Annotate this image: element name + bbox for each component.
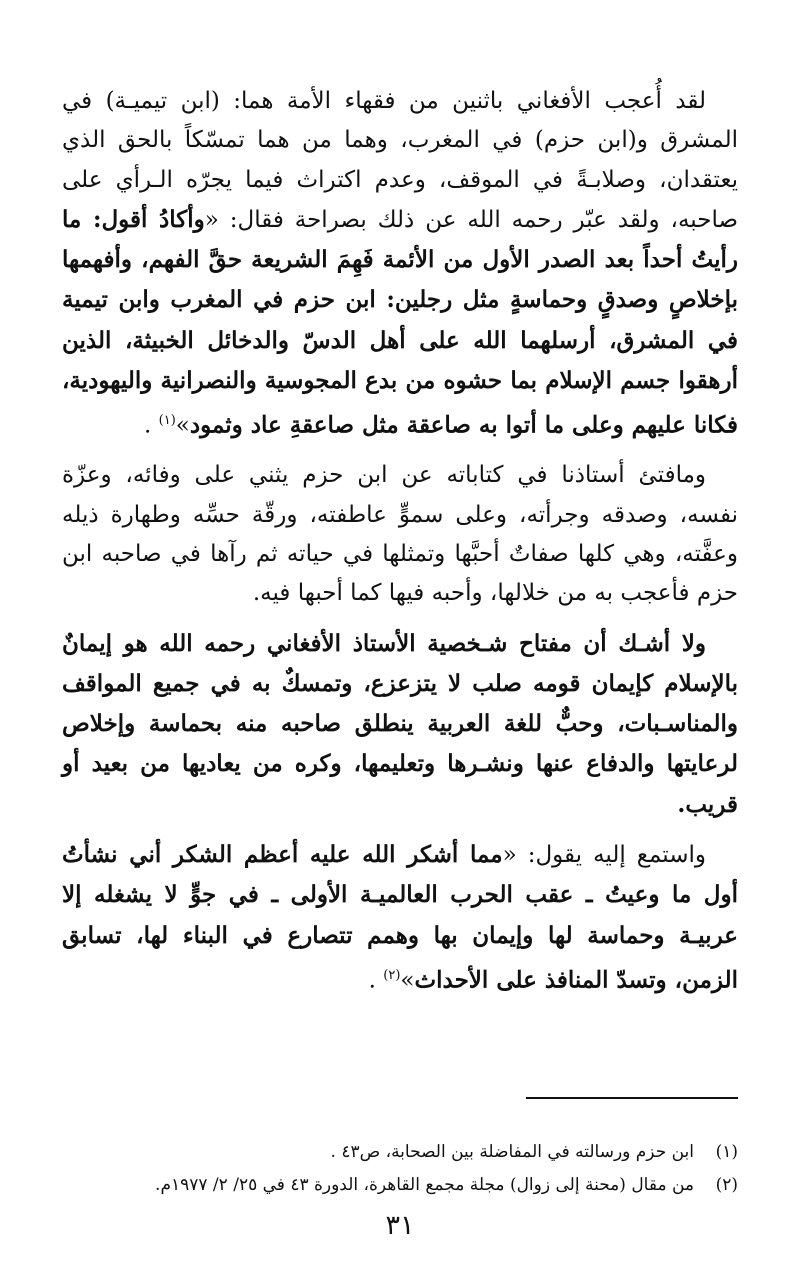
- paragraph-4: [62, 835, 738, 1001]
- footnote-1-number: (١): [715, 1142, 738, 1162]
- paragraph-4-quote: مما أشكر الله عليه أعظم الشكر أني نشأتُ أول ما وعيتُ ـ عقب الحرب العالميـة الأولى ـ في جوٍّ لا يشغله إلا عربيـة وحماسة لها وإيمان بها وهمم تتصارع في البناء لها، تسابق الزمن، وتسدّ المنافذ على الأحداث: [62, 841, 738, 994]
- page-number: ٣١: [385, 1210, 415, 1241]
- paragraph-2-text: ومافتئ أستاذنا في كتاباته عن ابن حزم يثني على وفائه، وعزّة نفسه، وصدقه وجرأته، وعلى سموٍّ عاطفته، ورقّة حسِّه وطهارة ذيله وعفَّته، وهي كلها صفاتٌ أحبَّها وتمثلها في حياته ثم رآها في صاحبه ابن حزم فأعجب به من خلالها، وأحبه فيها كما أحبها فيه.: [62, 462, 738, 607]
- footnote-ref-2: (٢): [383, 967, 401, 983]
- paragraph-1-intro: لقد أُعجب الأفغاني باثنين من فقهاء الأمة هما: (ابن تيميـة) في المشرق و(ابن حزم) في المغرب، وهما من هما تمسّكاً بالحق الذي يعتقدان، وصلابـةً في الموقف، وعدم اكتراث فيما يجرّه الـرأي على صاحبه، ولقد عبّر رحمه الله عن ذلك بصراحة فقال: «: [62, 88, 738, 233]
- paragraph-4-quote-close: »: [400, 967, 415, 994]
- footnote-1: [62, 1136, 738, 1169]
- footnote-1-text: ابن حزم ورسالته في المفاضلة بين الصحابة، ص٤٣ .: [330, 1142, 694, 1162]
- footnote-separator: [526, 1097, 738, 1099]
- paragraph-1-end: .: [144, 413, 159, 440]
- paragraph-4-intro: واستمع إليه يقول: «: [502, 842, 706, 868]
- paragraph-1: [62, 82, 738, 446]
- paragraph-1-quote-close: »: [175, 413, 190, 440]
- paragraph-3: [62, 624, 738, 825]
- footnote-2-number: (٢): [715, 1175, 738, 1195]
- paragraph-1-quote: وأكادُ أقول: ما رأيتُ أحداً بعد الصدر الأول من الأئمة فَهِمَ الشريعة حقَّ الفهم، وأفهمها بإخلاصٍ وصدقٍ وحماسةٍ مثل رجلين: ابن حزم في المغرب وابن تيمية في المشرق، أرسلهما الله على أهل الدسّ والدخائل الخبيثة، الذين أرهقوا جسم الإسلام بما حشوه من بدع المجوسية والنصرانية واليهودية، فكانا عليهم وعلى ما أتوا به صاعقة مثل صاعقةِ عاد وثمود: [62, 205, 738, 440]
- footnotes: [62, 1136, 738, 1202]
- paragraph-3-text: ولا أشـك أن مفتاح شـخصية الأستاذ الأفغاني رحمه الله هو إيمانٌ بالإسلام كإيمان قومه صلب لا يتزعزع، وتمسكٌ به في جميع المواقف والمناسـبات، وحبٌّ للغة العربية ينطلق صاحبه منه بحماسة وإخلاص لرعايتها والدفاع عنها ونشـرها وتعليمها، وكره من يعاديها من بعيد أو قريب.: [62, 629, 738, 818]
- paragraph-2: [62, 456, 738, 613]
- footnote-2-text: من مقال (محنة إلى زوال) مجلة مجمع القاهرة، الدورة ٤٣ في ٢٥/ ٢/ ١٩٧٧م.: [155, 1175, 694, 1195]
- footnote-2: [62, 1169, 738, 1202]
- main-text: [62, 82, 738, 1011]
- footnote-ref-1: (١): [158, 413, 176, 429]
- paragraph-4-end: .: [368, 967, 384, 994]
